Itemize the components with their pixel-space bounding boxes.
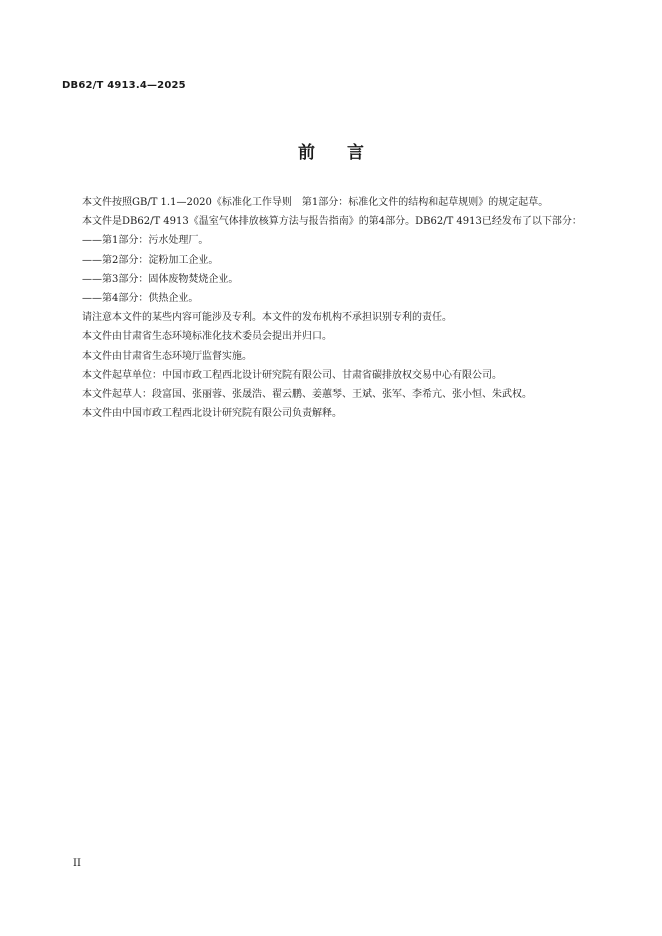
page-title: 前言 xyxy=(298,143,396,163)
list-item-part-1: ——第1部分：污水处理厂。 xyxy=(82,235,209,247)
list-item-part-3: ——第3部分：固体废物焚烧企业。 xyxy=(82,273,239,285)
paragraph-patent-notice: 请注意本文件的某些内容可能涉及专利。本文件的发布机构不承担识别专利的责任。 xyxy=(82,312,452,324)
document-code: DB62/T 4913.4—2025 xyxy=(62,80,186,91)
paragraph-supervised-by: 本文件由甘肃省生态环境厅监督实施。 xyxy=(82,350,252,362)
paragraph-part-info: 本文件是DB62/T 4913《温室气体排放核算方法与报告指南》的第4部分。DB62/T 4913已经发布了以下部分： xyxy=(82,216,582,228)
paragraph-interpretation: 本文件由中国市政工程西北设计研究院有限公司负责解释。 xyxy=(82,408,342,420)
paragraph-proposed-by: 本文件由甘肃省生态环境标准化技术委员会提出并归口。 xyxy=(82,331,332,343)
list-item-part-2: ——第2部分：淀粉加工企业。 xyxy=(82,254,219,266)
paragraph-drafting-basis: 本文件按照GB/T 1.1—2020《标准化工作导则 第1部分：标准化文件的结构和起草规则》的规定起草。 xyxy=(82,197,549,208)
paragraph-drafting-units: 本文件起草单位：中国市政工程西北设计研究院有限公司、甘肃省碳排放权交易中心有限公司。 xyxy=(82,369,502,381)
list-item-part-4: ——第4部分：供热企业。 xyxy=(82,293,199,305)
foreword-body xyxy=(62,193,602,423)
page-number: II xyxy=(73,858,81,869)
paragraph-drafters: 本文件起草人：段富国、张丽蓉、张晟浩、翟云鹏、姜蕙琴、王斌、张军、李希亢、张小恒、朱武权。 xyxy=(82,389,532,401)
